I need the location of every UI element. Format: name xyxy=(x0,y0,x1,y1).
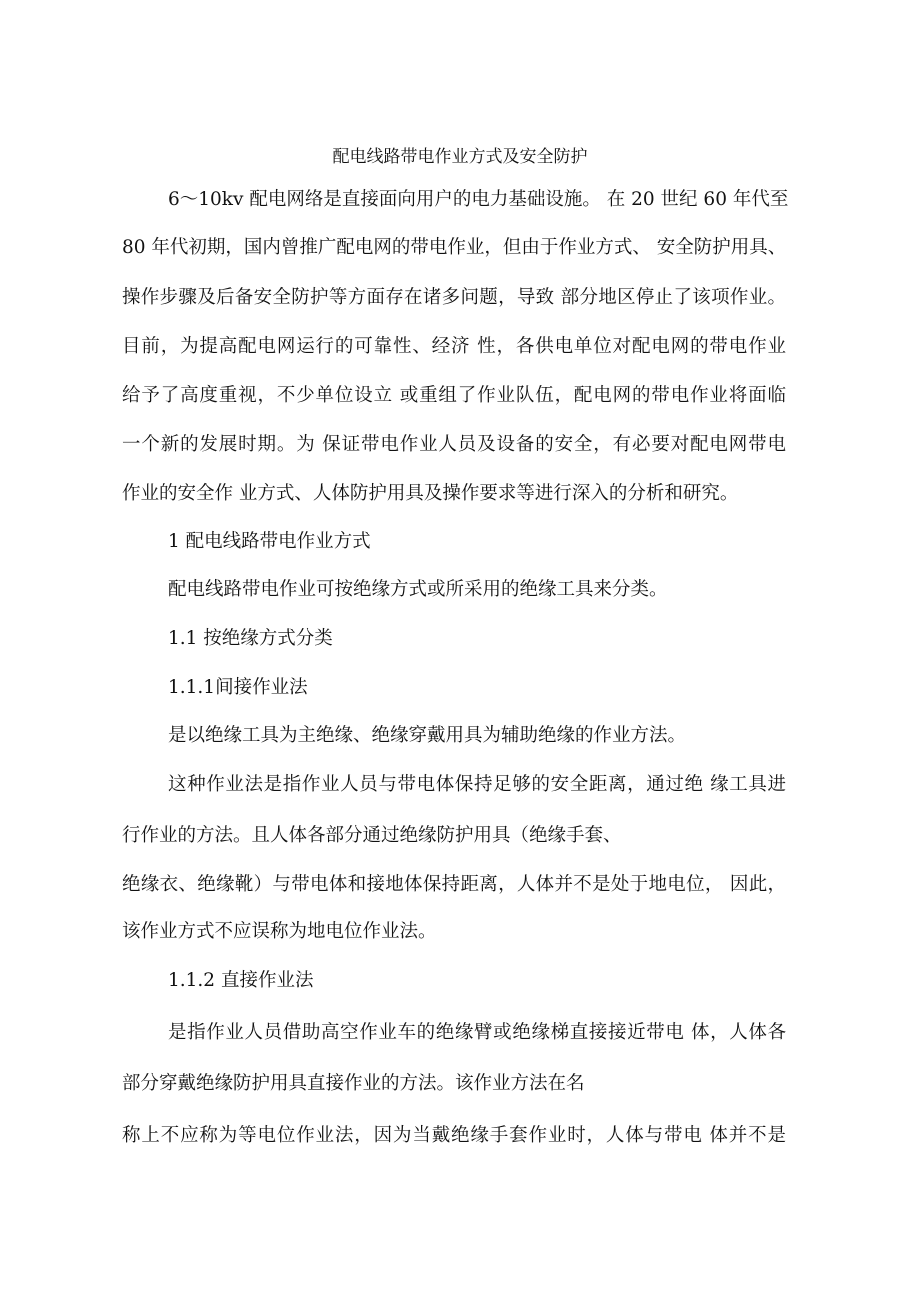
paragraph-line: 该作业方式不应误称为地电位作业法。 xyxy=(122,921,437,942)
paragraph-line: 一个新的发展时期。为 保证带电作业人员及设备的安全，有必要对配电网带电 xyxy=(122,434,786,455)
section-heading: 1 配电线路带电作业方式 xyxy=(168,531,371,552)
paragraph-line: 给予了高度重视，不少单位设立 或重组了作业队伍，配电网的带电作业将面临 xyxy=(122,385,786,406)
paragraph-line: 部分穿戴绝缘防护用具直接作业的方法。该作业方法在名 xyxy=(122,1073,585,1094)
paragraph-line: 绝缘衣、绝缘靴）与带电体和接地体保持距离，人体并不是处于地电位， 因此， xyxy=(122,874,786,895)
document-title: 配电线路带电作业方式及安全防护 xyxy=(332,147,588,167)
paragraph-line: 这种作业法是指作业人员与带电体保持足够的安全距离，通过绝 缘工具进 xyxy=(168,774,786,795)
paragraph-line: 作业的安全作 业方式、人体防护用具及操作要求等进行深入的分析和研究。 xyxy=(122,483,739,504)
paragraph-line: 操作步骤及后备安全防护等方面存在诸多问题，导致 部分地区停止了该项作业。 xyxy=(122,287,786,308)
paragraph-line: 6～10kv 配电网络是直接面向用户的电力基础设施。 在 20 世纪 60 年代至 xyxy=(168,189,789,210)
subsection-heading: 1.1 按绝缘方式分类 xyxy=(168,628,333,649)
paragraph-line: 是以绝缘工具为主绝缘、绝缘穿戴用具为辅助绝缘的作业方法。 xyxy=(168,725,687,746)
paragraph-line: 目前，为提高配电网运行的可靠性、经济 性，各供电单位对配电网的带电作业 xyxy=(122,336,786,357)
subsubsection-heading: 1.1.2 直接作业法 xyxy=(168,970,314,991)
paragraph-line: 是指作业人员借助高空作业车的绝缘臂或绝缘梯直接接近带电 体，人体各 xyxy=(168,1022,786,1043)
subsubsection-heading: 1.1.1间接作业法 xyxy=(168,677,308,698)
paragraph-line: 称上不应称为等电位作业法，因为当戴绝缘手套作业时，人体与带电 体并不是 xyxy=(122,1125,786,1146)
paragraph-line: 行作业的方法。且人体各部分通过绝缘防护用具（绝缘手套、 xyxy=(122,825,622,846)
paragraph-line: 配电线路带电作业可按绝缘方式或所采用的绝缘工具来分类。 xyxy=(168,579,668,600)
paragraph-line: 80 年代初期，国内曾推广配电网的带电作业，但由于作业方式、 安全防护用具、 xyxy=(122,237,787,258)
